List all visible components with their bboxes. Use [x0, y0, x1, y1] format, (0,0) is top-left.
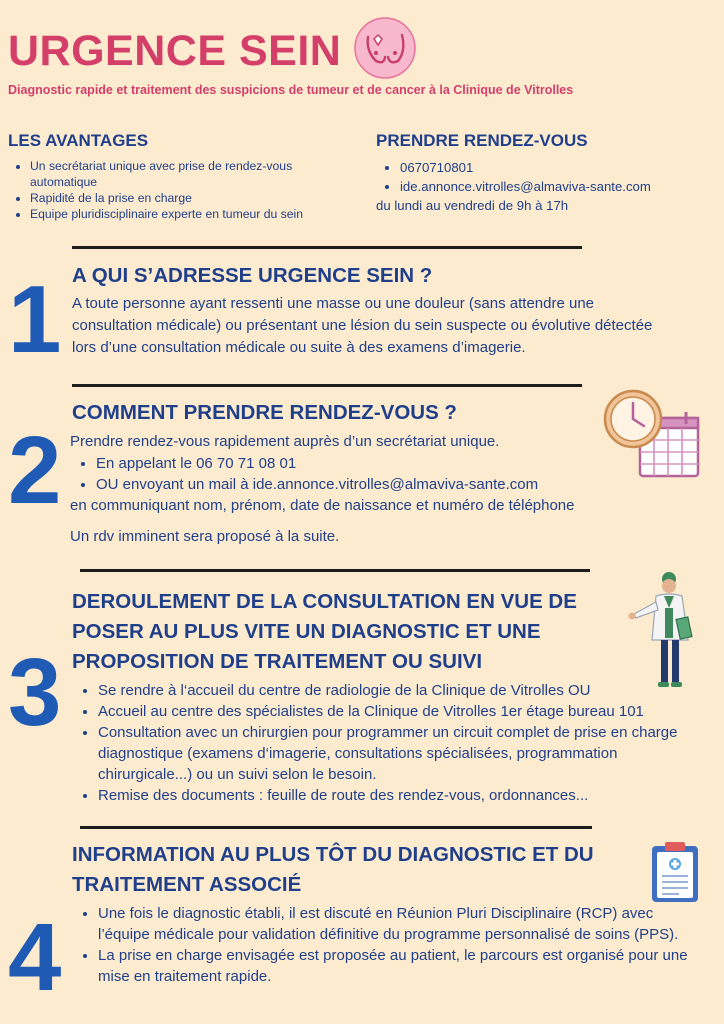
section3-body [72, 680, 708, 806]
page-subtitle: Diagnostic rapide et traitement des suspicions de tumeur et de cancer à la Clinique de Vitrolles [8, 83, 574, 97]
section3-list [72, 680, 708, 806]
divider [80, 569, 590, 572]
page-title: URGENCE SEIN [8, 27, 342, 75]
section3-heading: DEROULEMENT DE LA CONSULTATION EN VUE DE POSER AU PLUS VITE UN DIAGNOSTIC ET UNE PROPOSITION DE TRAITEMENT OU SUIVI [72, 590, 577, 673]
rdv-email[interactable]: • ide.annonce.vitrolles@almaviva-sante.com [400, 177, 716, 196]
avantage-item: • Un secrétariat unique avec prise de rendez-vous automatique [30, 158, 358, 190]
avantages-list [8, 158, 358, 222]
rdv-heading: PRENDRE RENDEZ-VOUS [376, 131, 588, 150]
list-item: • Une fois le diagnostic établi, il est discuté en Réunion Pluri Disciplinaire (RCP) avec l’équipe médicale pour validation définitive du programme personnalisé de soins (PPS). [98, 903, 692, 945]
list-item: • La prise en charge envisagée est proposée au patient, le parcours est organisé pour une mise en traitement rapide. [98, 945, 692, 987]
list-item: • Se rendre à l‘accueil du centre de radiologie de la Clinique de Vitrolles OU [98, 680, 708, 701]
list-item: • Consultation avec un chirurgien pour programmer un circuit complet de prise en charge diagnostique (examens d‘imagerie, consultations spécialisées, programmation chirurgicale...) ou un suivi selon le besoin. [98, 722, 708, 785]
rdv-phone[interactable]: • 0670710801 [400, 158, 716, 177]
list-item: • Remise des documents : feuille de route des rendez-vous, ordonnances... [98, 785, 708, 806]
rdv-hours: du lundi au vendredi de 9h à 17h [376, 198, 569, 213]
list-item: • En appelant le 06 70 71 08 01 [96, 453, 650, 474]
section-number: 4 [8, 904, 62, 1011]
clock-calendar-icon [602, 388, 700, 480]
section1-heading: A QUI S’ADRESSE URGENCE SEIN ? [72, 264, 433, 287]
section-number: 1 [8, 266, 62, 373]
section2-intro: Prendre rendez-vous rapidement auprès d’un secrétariat unique. [70, 433, 500, 450]
section1-text: A toute personne ayant ressenti une masse ou une douleur (sans attendre une consultation médicale) ou présentant une lésion du sein suspecte ou évolutive détectée lors d’une consultation médicale ou suite à des examens d’imagerie. [72, 295, 653, 356]
section2-note: Un rdv imminent sera proposé à la suite. [70, 528, 340, 545]
list-item: • OU envoyant un mail à ide.annonce.vitrolles@almaviva-sante.com [96, 474, 650, 495]
divider [72, 384, 582, 387]
section2-after: en communiquant nom, prénom, date de naissance et numéro de téléphone [70, 497, 575, 514]
section2-list [70, 453, 650, 495]
medical-clipboard-icon [649, 840, 701, 904]
section-number: 3 [8, 639, 62, 746]
section4-heading: INFORMATION AU PLUS TÔT DU DIAGNOSTIC ET DU TRAITEMENT ASSOCIÉ [72, 843, 594, 896]
avantages-heading: LES AVANTAGES [8, 131, 149, 150]
avantage-item: • Rapidité de la prise en charge [30, 190, 358, 206]
rdv-block [376, 131, 716, 215]
list-item: • Accueil au centre des spécialistes de la Clinique de Vitrolles 1er étage bureau 101 [98, 701, 708, 722]
breast-icon [354, 17, 416, 79]
section-number: 2 [8, 417, 62, 524]
section4-body [72, 903, 692, 987]
avantages-block [8, 131, 358, 222]
section2-heading: COMMENT PRENDRE RENDEZ-VOUS ? [72, 401, 457, 424]
section4-list [72, 903, 692, 987]
divider [80, 826, 592, 829]
doctor-illustration [626, 570, 698, 692]
section2-body [70, 431, 650, 548]
rdv-list [376, 158, 716, 196]
divider [72, 246, 582, 249]
avantage-item: • Equipe pluridisciplinaire experte en tumeur du sein [30, 206, 358, 222]
